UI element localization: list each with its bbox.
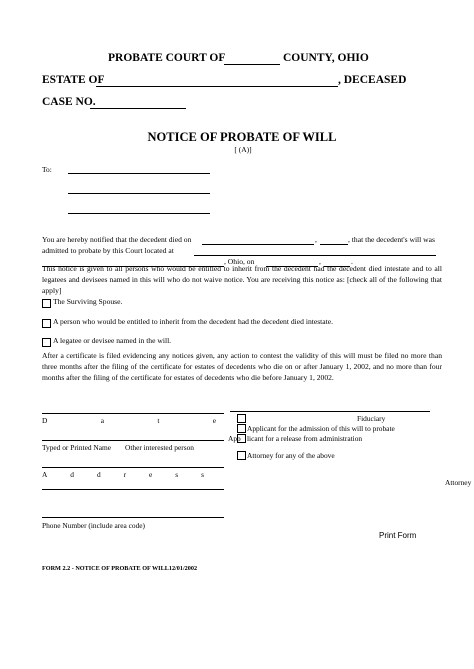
phone-label: Phone Number (include area code) xyxy=(42,521,146,530)
heir-checkbox[interactable] xyxy=(42,319,51,328)
address-line-2[interactable] xyxy=(42,489,224,490)
estate-name-field[interactable] xyxy=(96,86,338,87)
legatee-checkbox[interactable] xyxy=(42,338,51,347)
case-number-field[interactable] xyxy=(90,108,186,109)
applicant-admission-label: Applicant for the admission of this will to probate xyxy=(247,424,395,433)
address-line[interactable] xyxy=(42,467,224,468)
case-label: CASE NO. xyxy=(42,96,96,108)
attorney-any-label: Attorney for any of the above xyxy=(247,451,335,460)
court-location-field[interactable] xyxy=(194,255,436,256)
form-footer: FORM 2.2 - NOTICE OF PROBATE OF WILL12/01/2002 xyxy=(42,565,198,572)
typed-name-line[interactable] xyxy=(42,440,224,441)
applicant-admission-checkbox[interactable] xyxy=(237,424,246,433)
applicant-release-prefix: App xyxy=(228,434,241,443)
notice-line-1a: You are hereby notified that the decedent died on xyxy=(42,235,192,244)
phone-line[interactable] xyxy=(42,517,224,518)
form-title: NOTICE OF PROBATE OF WILL xyxy=(147,130,337,144)
typed-name-label: Typed or Printed Name xyxy=(42,443,112,452)
notice-line-3-comma: , xyxy=(319,257,321,266)
notice-paragraph: This notice is given to all persons who would be entitled to inherit from the decedent had the decedent died intestate and to all legatees and devisees named in this will who do not waive notice. You are receiving this notice as: [check all of the following that apply] xyxy=(42,264,442,295)
fiduciary-signature-line[interactable] xyxy=(230,411,430,412)
option-legatee: A legatee or devisee named in the will. xyxy=(53,336,172,345)
to-line-3[interactable] xyxy=(68,213,210,214)
court-prefix: PROBATE COURT OF xyxy=(108,52,226,64)
notice-line-1-comma: , xyxy=(315,235,317,244)
fiduciary-checkbox[interactable] xyxy=(237,414,246,423)
attorney-any-checkbox[interactable] xyxy=(237,451,246,460)
form-subtitle: [ (A)] xyxy=(234,145,252,154)
surviving-spouse-checkbox[interactable] xyxy=(42,299,51,308)
address-label: A d d r e s s xyxy=(42,470,204,479)
certificate-paragraph: After a certificate is filed evidencing any notices given, any action to contest the validity of this will must be filed no more than three months after the filing of the certificate for estates of decedents who die on or after January 1, 2002, and no more than four months after the filing of the certificate for estates of decedents who die before January 1, 2002. xyxy=(42,351,442,382)
notice-line-1b: , that the decedent's will was xyxy=(348,235,435,244)
option-heir: A person who would be entitled to inherit from the decedent had the decedent died intestate. xyxy=(53,317,334,326)
to-line-2[interactable] xyxy=(68,193,210,194)
applicant-release-checkbox[interactable] xyxy=(237,434,246,443)
date-label: D a t e xyxy=(42,416,216,425)
deceased-label: , DECEASED xyxy=(338,74,407,86)
fiduciary-label: Fiduciary xyxy=(357,414,386,423)
to-line-1[interactable] xyxy=(68,173,210,174)
signature-line[interactable] xyxy=(42,413,224,414)
county-field[interactable] xyxy=(224,64,280,65)
attorney-label: Attorney xyxy=(445,478,472,487)
notice-line-3-end: . xyxy=(351,257,353,266)
applicant-release-label: licant for a release from administration xyxy=(247,434,363,443)
option-surviving-spouse: The Surviving Spouse. xyxy=(53,297,123,306)
death-date-field[interactable] xyxy=(202,244,314,245)
notice-line-2: admitted to probate by this Court located at xyxy=(42,246,174,255)
notice-line-3: , Ohio, on xyxy=(224,257,255,266)
other-person-label: Other interested person xyxy=(125,443,194,452)
death-year-field[interactable] xyxy=(320,244,348,245)
to-label: To: xyxy=(42,165,52,174)
court-suffix: COUNTY, OHIO xyxy=(283,52,369,64)
print-form-button[interactable]: Print Form xyxy=(379,531,417,540)
estate-label: ESTATE OF xyxy=(42,74,105,86)
